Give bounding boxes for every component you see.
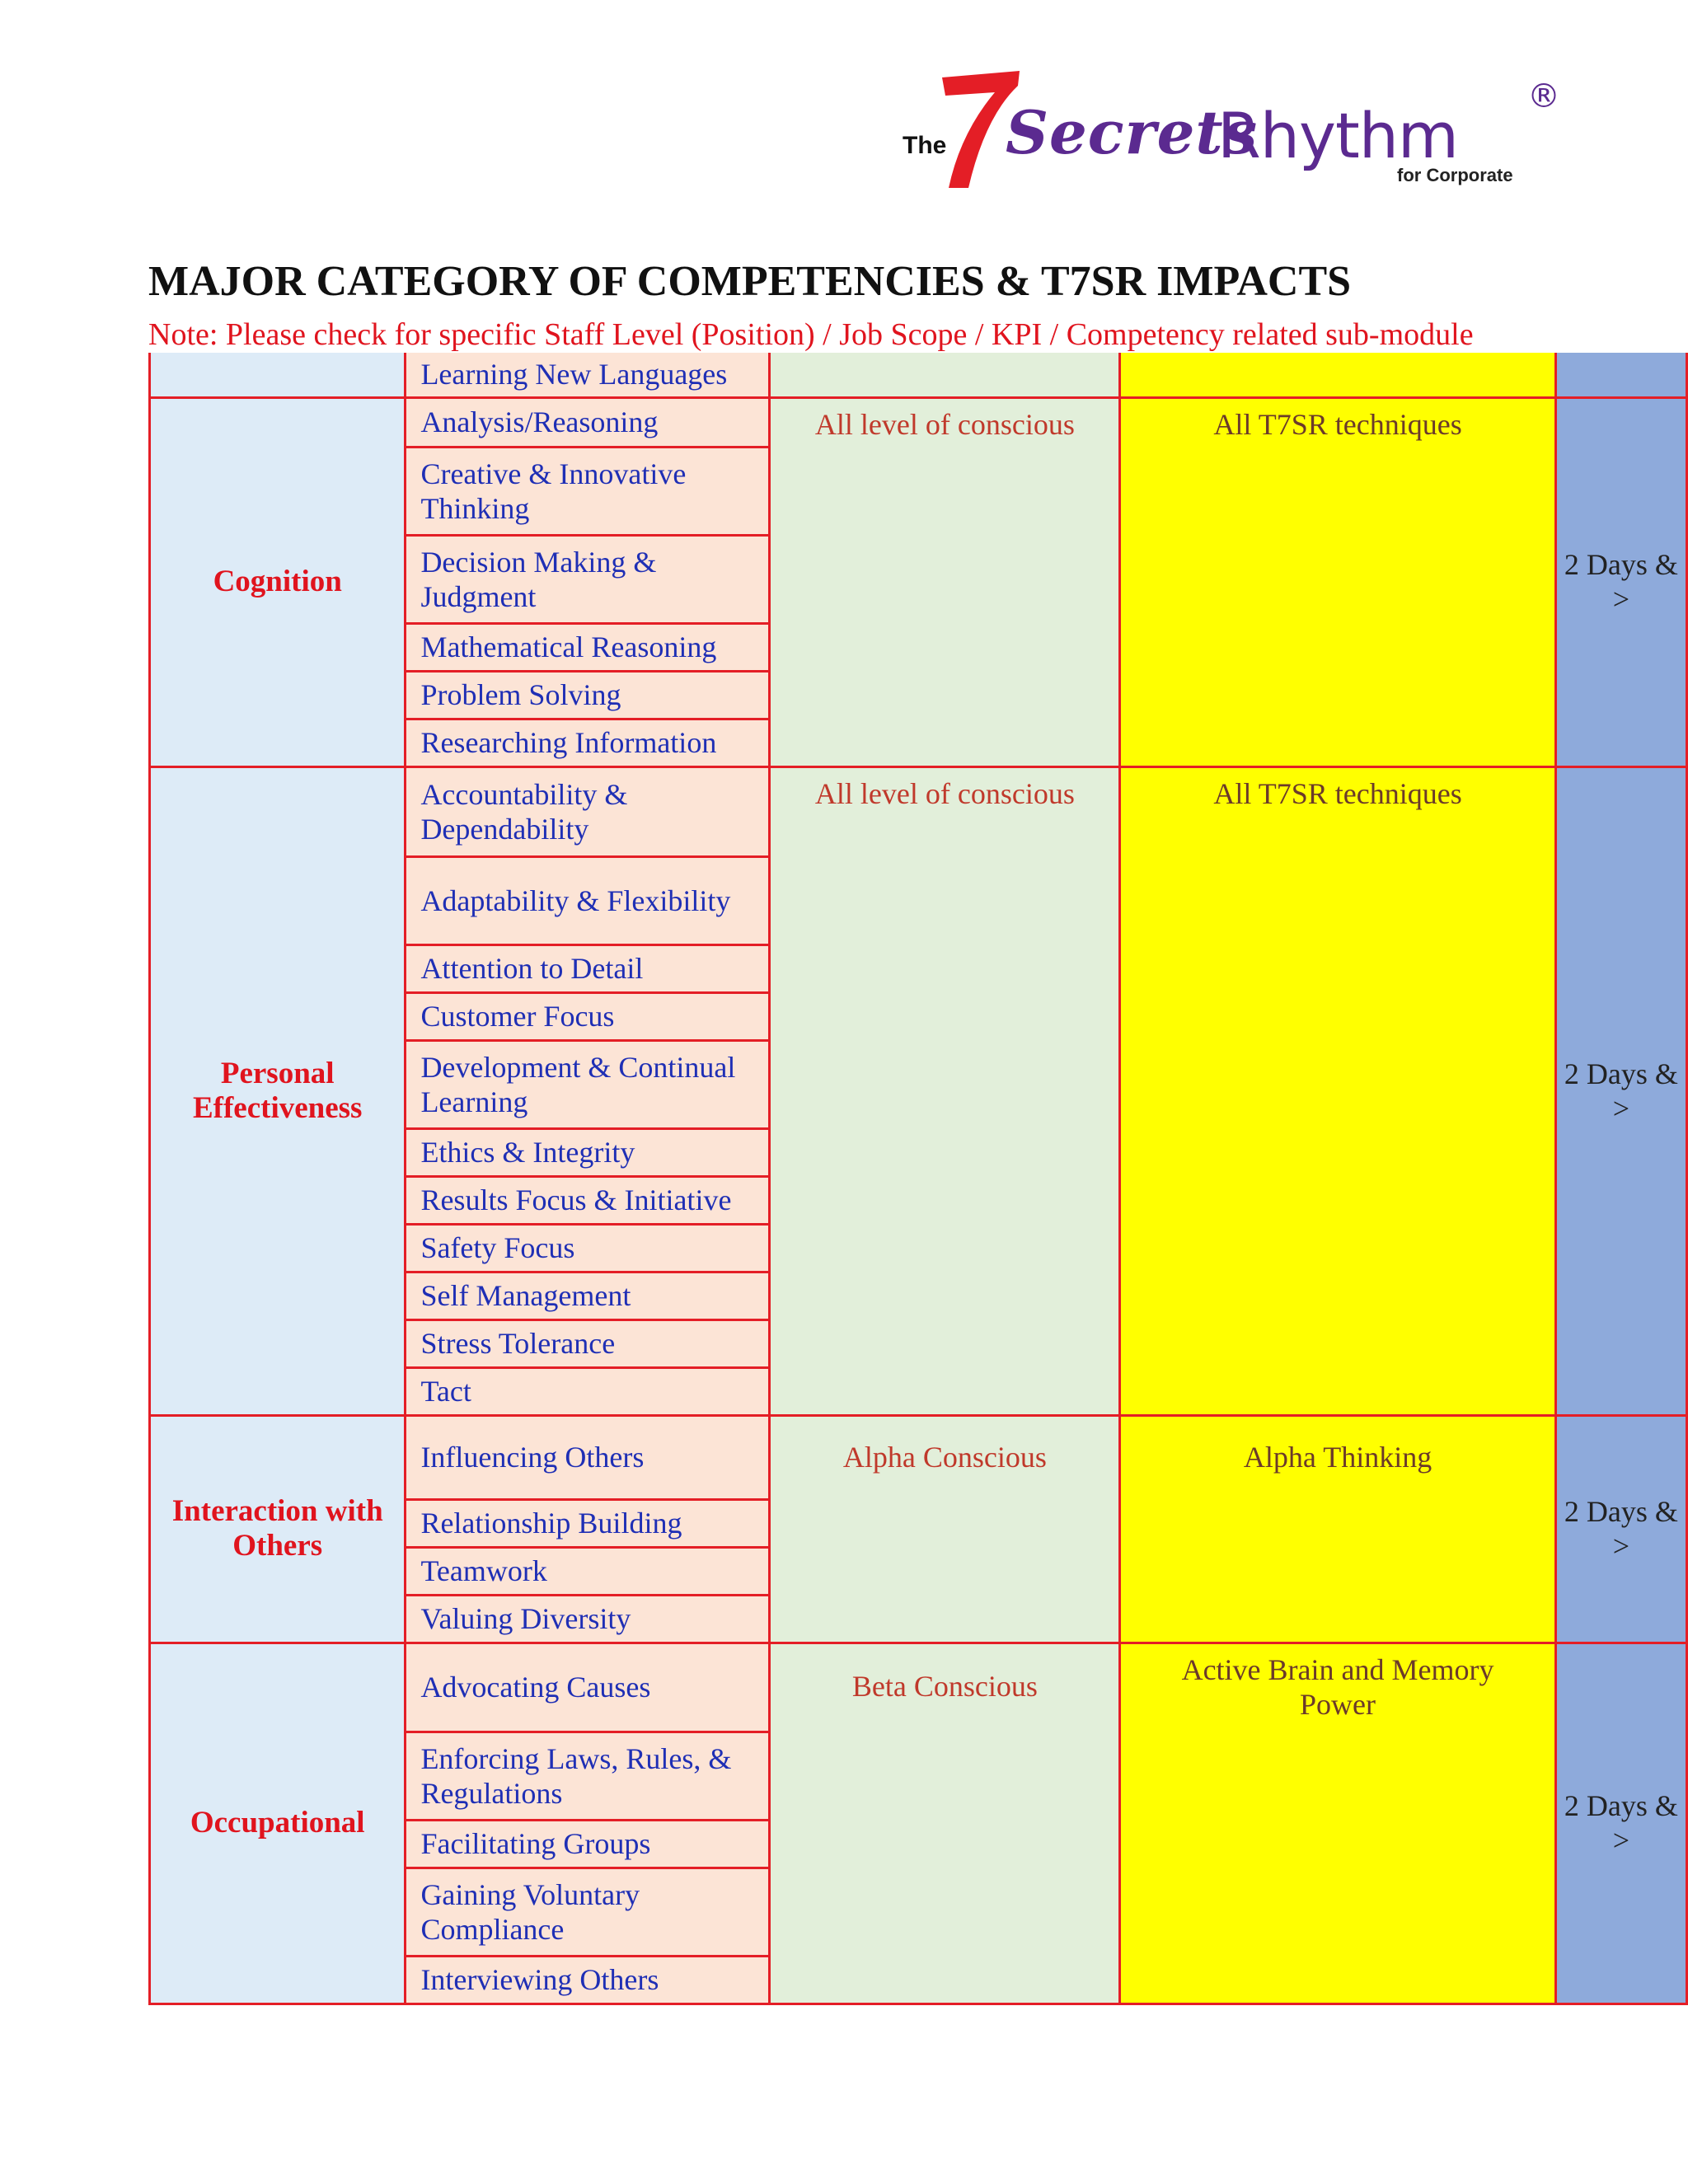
duration-cell: 2 Days & >	[1555, 1643, 1686, 2004]
technique-cell: All T7SR techniques	[1120, 766, 1555, 1415]
competency-cell: Tact	[406, 1367, 770, 1415]
technique-cell	[1120, 353, 1555, 397]
competency-cell: Facilitating Groups	[406, 1820, 770, 1868]
technique-cell: Alpha Thinking	[1120, 1415, 1555, 1643]
category-cell: Occupational	[150, 1643, 406, 2004]
competency-cell: Relationship Building	[406, 1499, 770, 1547]
level-cell: All level of conscious	[770, 766, 1120, 1415]
competency-cell: Customer Focus	[406, 992, 770, 1040]
category-cell: Interaction with Others	[150, 1415, 406, 1643]
registered-mark: ®	[1527, 77, 1560, 115]
category-cell	[150, 353, 406, 397]
category-cell: Cognition	[150, 397, 406, 766]
competency-cell: Gaining Voluntary Compliance	[406, 1868, 770, 1956]
level-cell: Alpha Conscious	[770, 1415, 1120, 1643]
competency-cell: Researching Information	[406, 719, 770, 766]
competency-cell: Results Focus & Initiative	[406, 1176, 770, 1224]
category-cell: Personal Effectiveness	[150, 766, 406, 1415]
level-cell: Beta Conscious	[770, 1643, 1120, 2004]
competency-cell: Influencing Others	[406, 1415, 770, 1499]
competency-cell: Adaptability & Flexibility	[406, 856, 770, 944]
company-logo	[894, 68, 1560, 199]
page-title: MAJOR CATEGORY OF COMPETENCIES & T7SR IMPACTS	[148, 258, 1352, 305]
logo-secrets-text: Secrets	[1006, 97, 1259, 167]
competency-cell: Accountability & Dependability	[406, 766, 770, 856]
competency-cell: Mathematical Reasoning	[406, 623, 770, 671]
competency-cell: Ethics & Integrity	[406, 1128, 770, 1176]
duration-cell: 2 Days & >	[1555, 1415, 1686, 1643]
competency-cell: Teamwork	[406, 1547, 770, 1595]
competency-cell: Development & Continual Learning	[406, 1040, 770, 1128]
logo-the-text: The	[903, 132, 947, 159]
technique-cell: All T7SR techniques	[1120, 397, 1555, 766]
duration-cell: 2 Days & >	[1555, 766, 1686, 1415]
competency-cell: Enforcing Laws, Rules, & Regulations	[406, 1732, 770, 1820]
logo-for-corporate-text: for Corporate	[1397, 165, 1513, 185]
competency-cell: Learning New Languages	[406, 353, 770, 397]
logo-rhythm-text: Rhythm	[1217, 99, 1458, 172]
page-note: Note: Please check for specific Staff Level (Position) / Job Scope / KPI / Competency related sub-module	[148, 317, 1474, 352]
competency-cell: Problem Solving	[406, 671, 770, 719]
competency-cell: Valuing Diversity	[406, 1595, 770, 1643]
competency-cell: Creative & Innovative Thinking	[406, 447, 770, 535]
competency-cell: Attention to Detail	[406, 944, 770, 992]
competency-cell: Advocating Causes	[406, 1643, 770, 1732]
competency-cell: Interviewing Others	[406, 1956, 770, 2004]
level-cell	[770, 353, 1120, 397]
duration-cell: 2 Days & >	[1555, 397, 1686, 766]
technique-cell: Active Brain and Memory Power	[1120, 1643, 1555, 2004]
competency-cell: Stress Tolerance	[406, 1319, 770, 1367]
competency-cell: Decision Making & Judgment	[406, 535, 770, 623]
competency-table	[148, 353, 1688, 2005]
competency-cell: Safety Focus	[406, 1224, 770, 1272]
competency-cell: Self Management	[406, 1272, 770, 1319]
level-cell: All level of conscious	[770, 397, 1120, 766]
competency-cell: Analysis/Reasoning	[406, 397, 770, 447]
duration-cell	[1555, 353, 1686, 397]
